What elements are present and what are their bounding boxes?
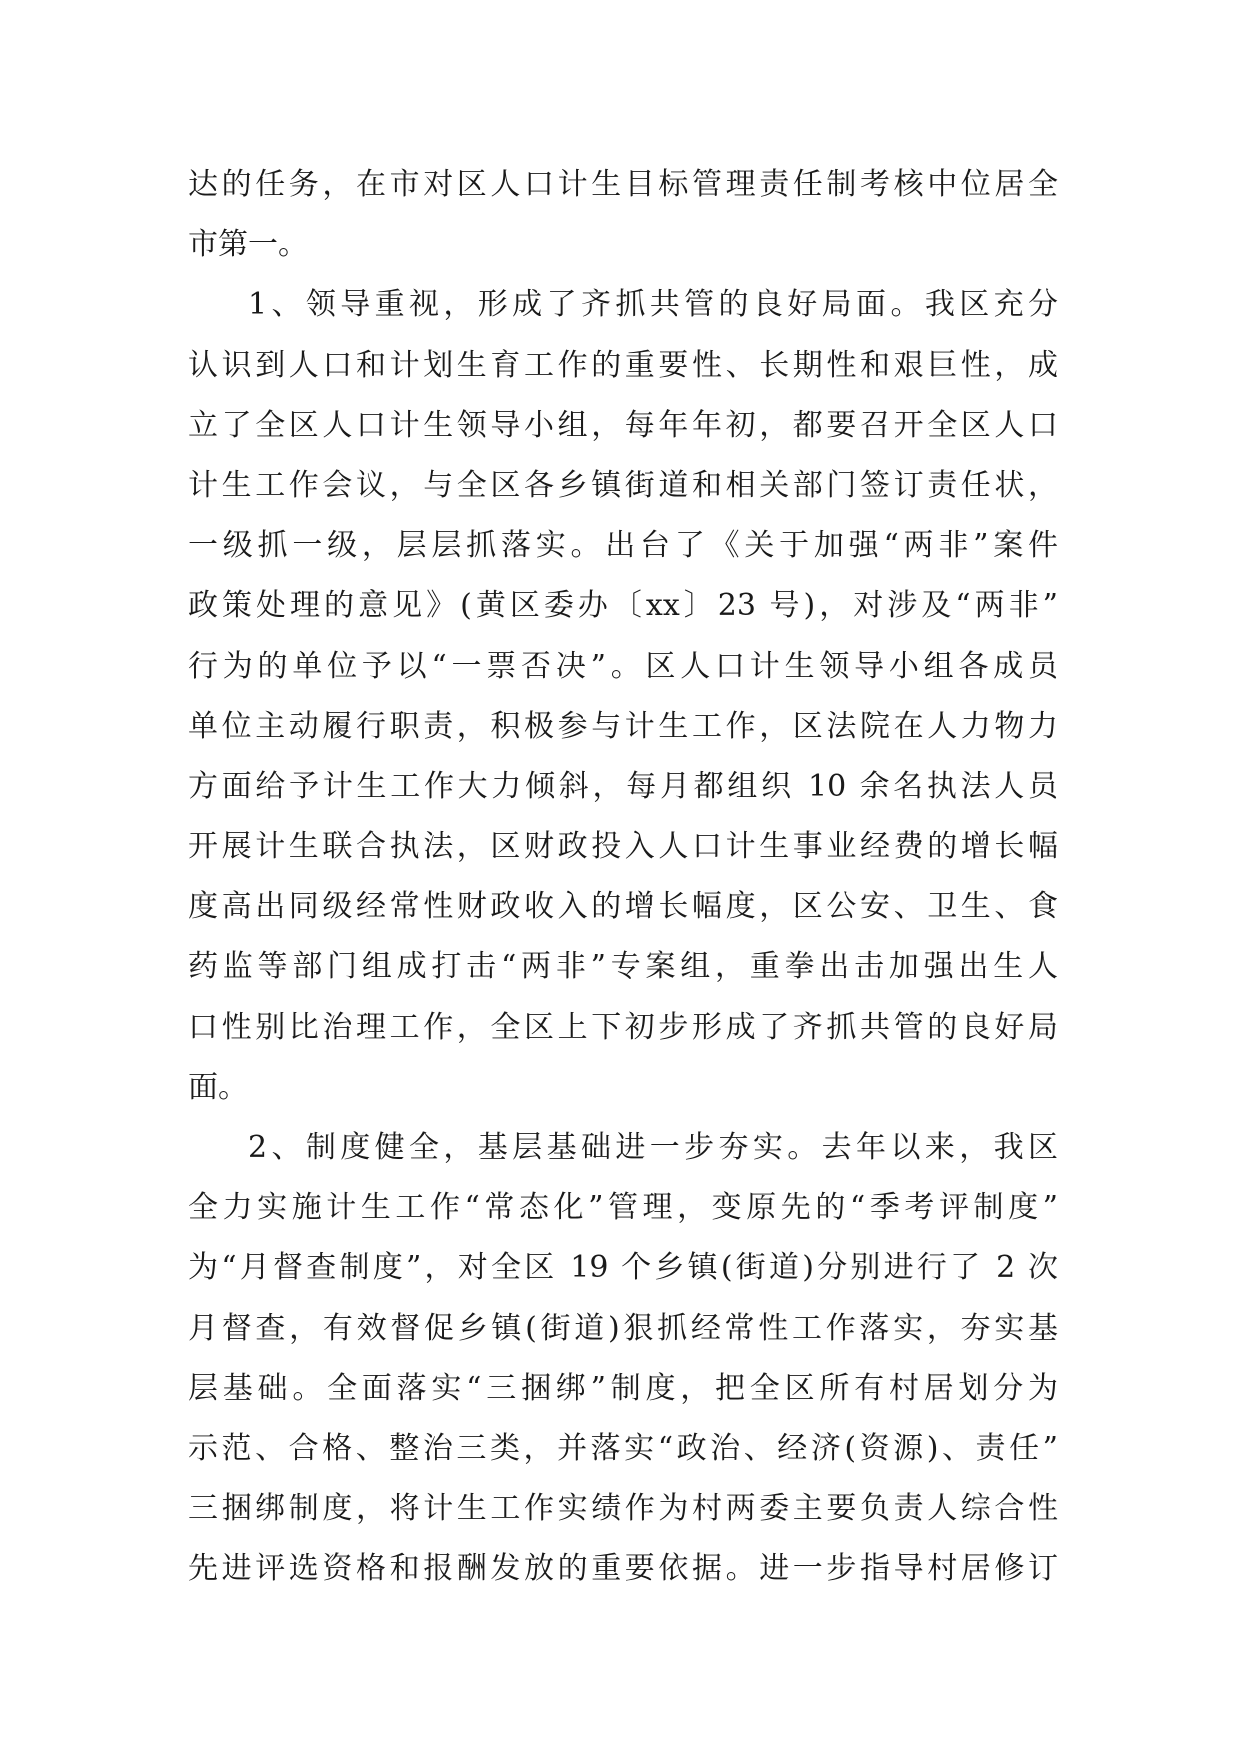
text-line: 政策处理的意见》(黄区委办〔xx〕23 号)，对涉及“两非” <box>188 588 1058 624</box>
text-line: 层基础。全面落实“三捆绑”制度，把全区所有村居划分为 <box>188 1370 1058 1406</box>
text-line: 月督查，有效督促乡镇(街道)狠抓经常性工作落实，夯实基 <box>188 1310 1058 1346</box>
text-line: 立了全区人口计生领导小组，每年年初，都要召开全区人口 <box>188 407 1058 443</box>
body-text <box>188 155 1058 1600</box>
text-line: 2、制度健全，基层基础进一步夯实。去年以来，我区 <box>248 1130 1058 1165</box>
text-line: 达的任务，在市对区人口计生目标管理责任制考核中位居全 <box>188 167 1058 202</box>
text-line: 药监等部门组成打击“两非”专案组，重拳出击加强出生人 <box>188 949 1058 985</box>
text-line: 全力实施计生工作“常态化”管理，变原先的“季考评制度” <box>188 1190 1058 1226</box>
text-line: 面。 <box>188 1069 248 1105</box>
text-line: 三捆绑制度，将计生工作实绩作为村两委主要负责人综合性 <box>188 1491 1058 1527</box>
text-line: 为“月督查制度”，对全区 19 个乡镇(街道)分别进行了 2 次 <box>188 1250 1058 1286</box>
text-line: 计生工作会议，与全区各乡镇街道和相关部门签订责任状， <box>188 467 1058 503</box>
text-line: 度高出同级经常性财政收入的增长幅度，区公安、卫生、食 <box>188 889 1058 925</box>
text-line: 一级抓一级，层层抓落实。出台了《关于加强“两非”案件 <box>188 528 1058 564</box>
text-line: 认识到人口和计划生育工作的重要性、长期性和艰巨性，成 <box>188 347 1058 383</box>
text-line: 口性别比治理工作，全区上下初步形成了齐抓共管的良好局 <box>188 1009 1058 1045</box>
text-line: 先进评选资格和报酬发放的重要依据。进一步指导村居修订 <box>188 1551 1058 1587</box>
text-line: 示范、合格、整治三类，并落实“政治、经济(资源)、责任” <box>188 1430 1058 1466</box>
text-line: 1、领导重视，形成了齐抓共管的良好局面。我区充分 <box>248 287 1058 323</box>
text-line: 市第一。 <box>188 227 308 263</box>
text-line: 方面给予计生工作大力倾斜，每月都组织 10 余名执法人员 <box>188 768 1058 804</box>
text-line: 行为的单位予以“一票否决”。区人口计生领导小组各成员 <box>188 648 1058 684</box>
text-line: 开展计生联合执法，区财政投入人口计生事业经费的增长幅 <box>188 829 1058 865</box>
text-line: 单位主动履行职责，积极参与计生工作，区法院在人力物力 <box>188 708 1058 744</box>
